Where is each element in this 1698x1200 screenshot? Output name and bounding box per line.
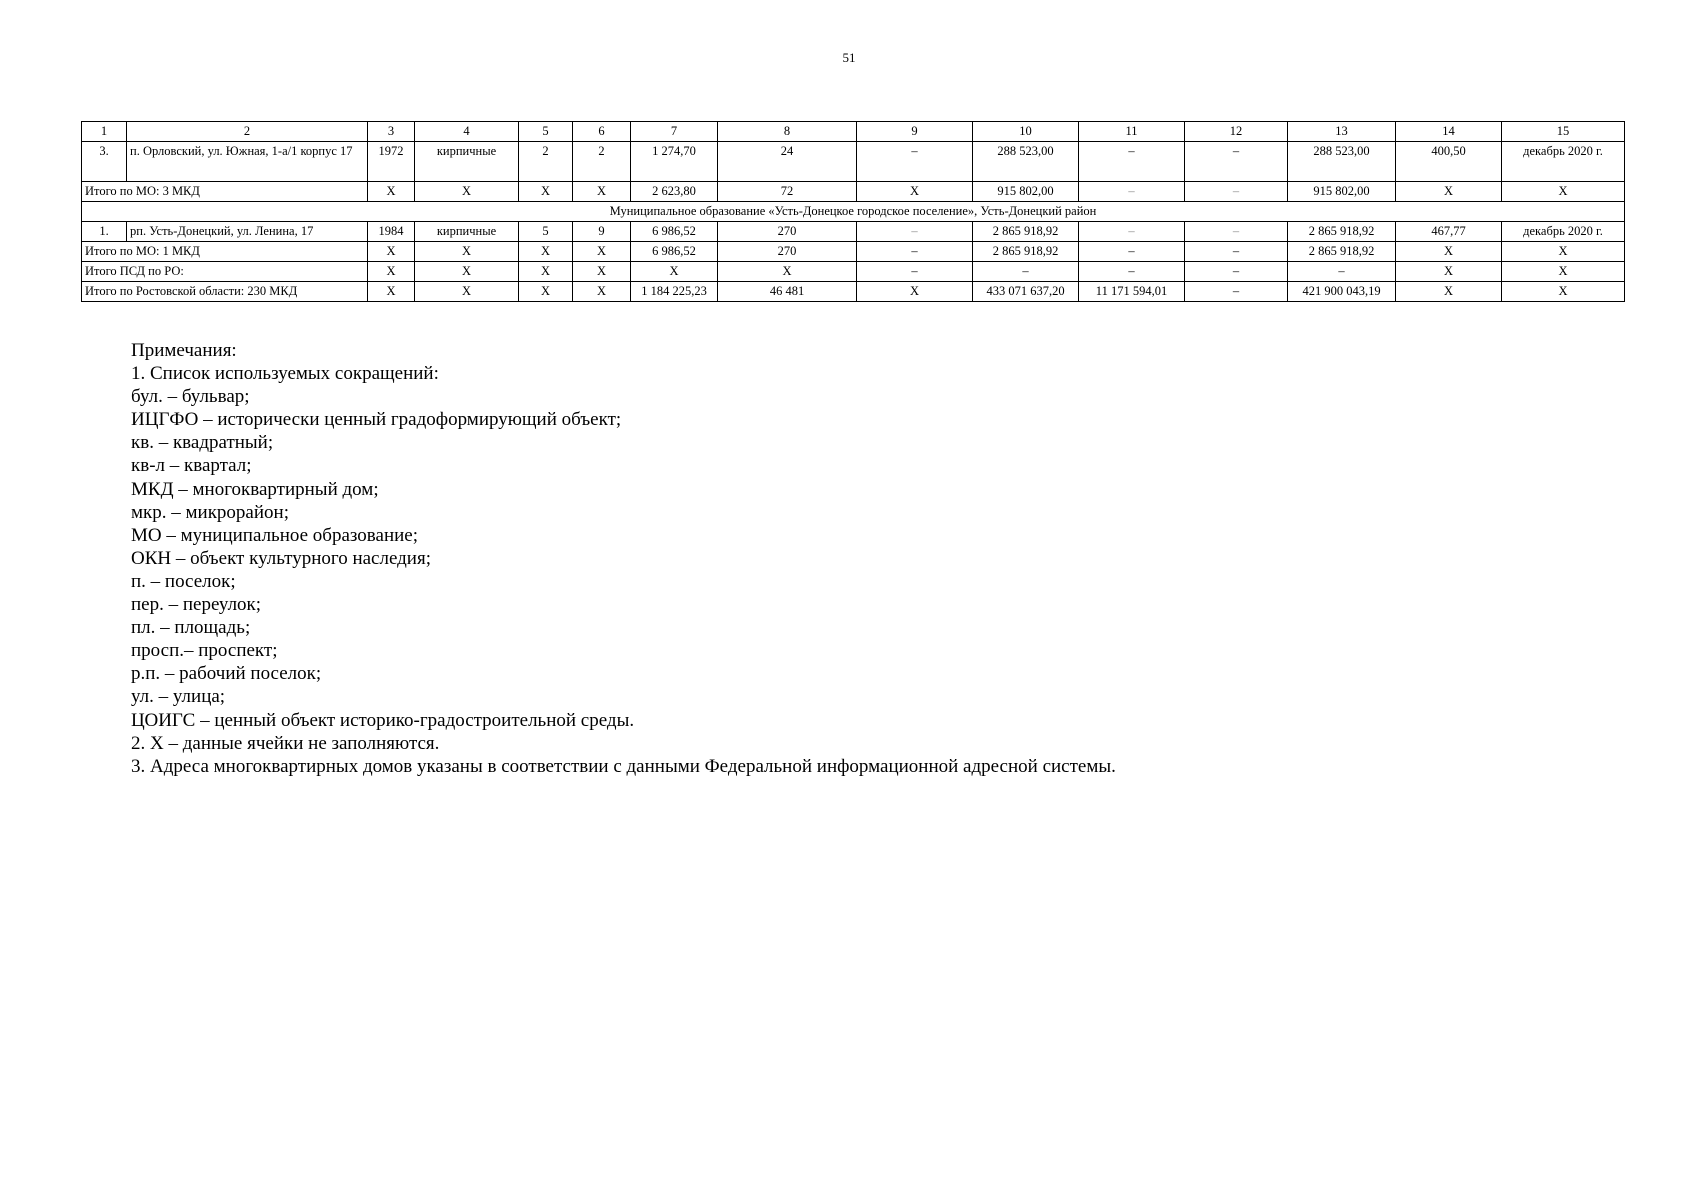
table-cell: X	[415, 262, 519, 282]
table-cell: 11 171 594,01	[1079, 282, 1185, 302]
table-cell: –	[1079, 242, 1185, 262]
table-cell: 288 523,00	[973, 142, 1079, 182]
table-cell: 1.	[82, 222, 127, 242]
table-cell: 1984	[368, 222, 415, 242]
table-cell: 46 481	[718, 282, 857, 302]
col-header: 5	[519, 122, 573, 142]
table-cell: 270	[718, 242, 857, 262]
table-cell: 2 865 918,92	[973, 222, 1079, 242]
table-cell: 915 802,00	[1288, 182, 1396, 202]
table-cell: X	[1396, 262, 1502, 282]
table-cell: декабрь 2020 г.	[1502, 222, 1625, 242]
table-cell: X	[1502, 282, 1625, 302]
header-row	[82, 122, 1625, 142]
col-header: 7	[631, 122, 718, 142]
table-cell: X	[857, 182, 973, 202]
table-cell: 400,50	[1396, 142, 1502, 182]
table-cell: 2 623,80	[631, 182, 718, 202]
table-cell: 421 900 043,19	[1288, 282, 1396, 302]
section-title: Муниципальное образование «Усть-Донецкое городское поселение», Усть-Донецкий район	[82, 202, 1625, 222]
table-cell: 270	[718, 222, 857, 242]
abbreviation-item: п. – поселок;	[131, 570, 236, 592]
table-cell: –	[1185, 142, 1288, 182]
abbreviation-item: МКД – многоквартирный дом;	[131, 478, 379, 500]
table-cell: X	[368, 242, 415, 262]
col-header: 12	[1185, 122, 1288, 142]
address-cell: п. Орловский, ул. Южная, 1-а/1 корпус 17	[127, 142, 368, 182]
abbreviation-item: кв-л – квартал;	[131, 455, 252, 477]
table-row	[82, 142, 1625, 182]
table-cell: X	[1502, 182, 1625, 202]
total-row	[82, 262, 1625, 282]
table-cell: 2	[573, 142, 631, 182]
table-cell: –	[1079, 182, 1185, 202]
abbreviation-item: пер. – переулок;	[131, 594, 262, 616]
table-cell: X	[368, 282, 415, 302]
notes-title: Примечания:	[131, 340, 237, 361]
table-cell: 3.	[82, 142, 127, 182]
table-cell: 1972	[368, 142, 415, 182]
table-cell: 6 986,52	[631, 222, 718, 242]
table-cell: X	[631, 262, 718, 282]
table-cell: 1 274,70	[631, 142, 718, 182]
table-cell: X	[1502, 262, 1625, 282]
table-cell: X	[368, 182, 415, 202]
table-cell: X	[573, 242, 631, 262]
table-cell: X	[1502, 242, 1625, 262]
total-row	[82, 282, 1625, 302]
col-header: 10	[973, 122, 1079, 142]
table-cell: –	[1185, 242, 1288, 262]
table-cell: X	[573, 182, 631, 202]
table-cell: –	[857, 242, 973, 262]
table-cell: 2 865 918,92	[973, 242, 1079, 262]
table-cell: кирпичные	[415, 142, 519, 182]
table-cell: X	[519, 182, 573, 202]
total-label: Итого по Ростовской области: 230 МКД	[82, 282, 368, 302]
note-item: 3. Адреса многоквартирных домов указаны в соответствии с данными Федеральной информационной адресной системы.	[131, 755, 1116, 777]
col-header: 11	[1079, 122, 1185, 142]
table-cell: 5	[519, 222, 573, 242]
table-cell: –	[1185, 282, 1288, 302]
abbreviation-item: мкр. – микрорайон;	[131, 501, 289, 523]
table-cell: X	[1396, 242, 1502, 262]
abbreviation-item: просп.– проспект;	[131, 640, 278, 662]
table-cell: –	[1079, 142, 1185, 182]
table-cell: X	[718, 262, 857, 282]
table-cell: 72	[718, 182, 857, 202]
table-cell: 467,77	[1396, 222, 1502, 242]
section-row	[82, 202, 1625, 222]
total-row	[82, 242, 1625, 262]
table-cell: X	[519, 262, 573, 282]
table-cell: –	[1079, 222, 1185, 242]
abbreviation-item: пл. – площадь;	[131, 617, 251, 639]
col-header: 3	[368, 122, 415, 142]
abbreviation-item: бул. – бульвар;	[131, 386, 250, 408]
abbreviation-item: ул. – улица;	[131, 686, 226, 708]
page-number: 51	[842, 50, 856, 65]
address-cell: рп. Усть-Донецкий, ул. Ленина, 17	[127, 222, 368, 242]
table-cell: 915 802,00	[973, 182, 1079, 202]
col-header: 6	[573, 122, 631, 142]
abbreviation-item: ИЦГФО – исторически ценный градоформирующий объект;	[131, 409, 622, 431]
table-cell: кирпичные	[415, 222, 519, 242]
col-header: 13	[1288, 122, 1396, 142]
table-cell: 6 986,52	[631, 242, 718, 262]
abbreviation-item: МО – муниципальное образование;	[131, 524, 419, 546]
table-cell: декабрь 2020 г.	[1502, 142, 1625, 182]
note-item: 1. Список используемых сокращений:	[131, 363, 439, 385]
table-cell: X	[573, 262, 631, 282]
abbreviation-item: ОКН – объект культурного наследия;	[131, 547, 431, 569]
total-row	[82, 182, 1625, 202]
col-header: 15	[1502, 122, 1625, 142]
total-label: Итого по МО: 1 МКД	[82, 242, 368, 262]
table-cell: –	[973, 262, 1079, 282]
col-header: 14	[1396, 122, 1502, 142]
abbreviation-item: ЦОИГС – ценный объект историко-градостроительной среды.	[131, 709, 635, 731]
table-cell: –	[1185, 262, 1288, 282]
table-cell: X	[1396, 282, 1502, 302]
abbreviation-item: р.п. – рабочий поселок;	[131, 663, 322, 685]
col-header: 8	[718, 122, 857, 142]
col-header: 9	[857, 122, 973, 142]
col-header: 2	[127, 122, 368, 142]
table-cell: 433 071 637,20	[973, 282, 1079, 302]
table-cell: 24	[718, 142, 857, 182]
table-cell: X	[519, 282, 573, 302]
table-row	[82, 222, 1625, 242]
table-cell: X	[415, 282, 519, 302]
table-cell: X	[415, 242, 519, 262]
table-cell: 288 523,00	[1288, 142, 1396, 182]
table-cell: –	[857, 142, 973, 182]
abbreviation-item: кв. – квадратный;	[131, 432, 274, 454]
table-cell: 2 865 918,92	[1288, 222, 1396, 242]
table-cell: X	[1396, 182, 1502, 202]
table-cell: X	[857, 282, 973, 302]
col-header: 1	[82, 122, 127, 142]
total-label: Итого по МО: 3 МКД	[82, 182, 368, 202]
table-cell: X	[573, 282, 631, 302]
table-cell: X	[368, 262, 415, 282]
total-label: Итого ПСД по РО:	[82, 262, 368, 282]
table-cell: 2 865 918,92	[1288, 242, 1396, 262]
table-cell: –	[1185, 182, 1288, 202]
table-cell: –	[1288, 262, 1396, 282]
col-header: 4	[415, 122, 519, 142]
table-cell: X	[415, 182, 519, 202]
table-cell: –	[857, 262, 973, 282]
note-item: 2. X – данные ячейки не заполняются.	[131, 732, 440, 754]
table-cell: X	[519, 242, 573, 262]
housing-table	[81, 121, 1625, 302]
table-cell: 2	[519, 142, 573, 182]
table-cell: 1 184 225,23	[631, 282, 718, 302]
notes	[131, 339, 1611, 778]
table-cell: –	[1079, 262, 1185, 282]
table-cell: –	[857, 222, 973, 242]
table-cell: 9	[573, 222, 631, 242]
table-cell: –	[1185, 222, 1288, 242]
